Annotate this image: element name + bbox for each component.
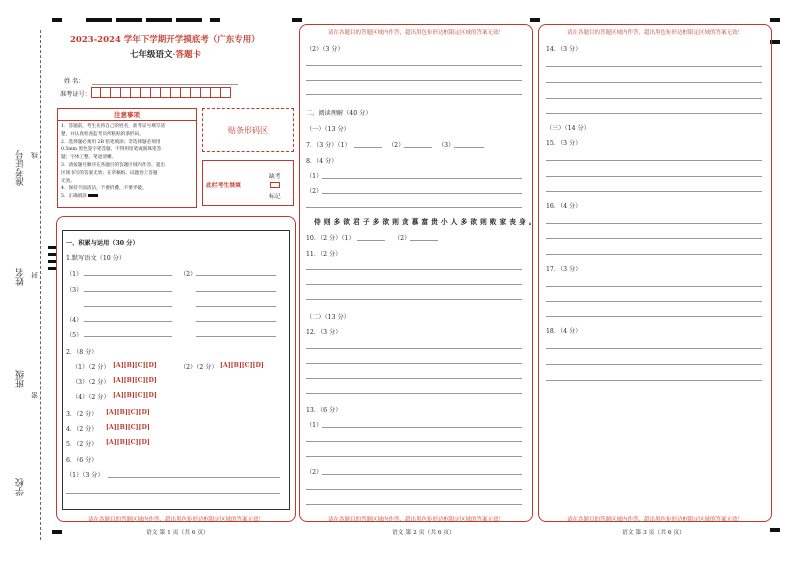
notice-item: 题；字体工整、笔迹清晰。 xyxy=(61,155,117,161)
answer-line[interactable] xyxy=(546,286,762,287)
side-label-name: 姓名 xyxy=(16,268,26,286)
timing-mark xyxy=(116,18,142,22)
answer-line[interactable] xyxy=(306,363,522,364)
page-footer-1: 语文 第 1 页（共 6 页） xyxy=(146,530,209,536)
q1-label: 1.默写语文（10 分） xyxy=(66,255,126,262)
q15-label: 15．（3 分） xyxy=(546,140,582,147)
absent-box xyxy=(202,160,294,206)
answer-line[interactable] xyxy=(66,493,280,494)
q13-2-label: （2） xyxy=(306,469,323,476)
answer-line[interactable] xyxy=(404,147,432,148)
timing-mark xyxy=(52,18,62,22)
q2-1-label: （1）（2 分） xyxy=(72,364,110,371)
blank-label: （3） xyxy=(66,287,83,294)
side-label-school: 学校 xyxy=(16,478,26,496)
answer-line[interactable] xyxy=(546,82,762,83)
section-title-2: 二、阅读理解（40 分） xyxy=(306,110,372,117)
page-footer-2: 语文 第 2 页（共 6 页） xyxy=(392,530,455,536)
blank-label: （2） xyxy=(180,271,197,278)
q14-label: 14．（3 分） xyxy=(546,46,582,53)
timing-mark xyxy=(48,267,56,270)
choice-options[interactable]: [A][B][C][D] xyxy=(106,424,150,431)
side-label-seal: 封 xyxy=(31,272,39,279)
answer-line[interactable] xyxy=(196,291,276,292)
page-footer-3: 语文 第 3 页（共 6 页） xyxy=(622,530,685,536)
barcode-area xyxy=(202,108,294,152)
answer-line[interactable] xyxy=(546,238,762,239)
answer-line[interactable] xyxy=(306,489,522,490)
q3-label: 3．（2 分） xyxy=(66,411,98,418)
name-label: 姓 名： xyxy=(64,78,85,85)
timing-mark xyxy=(48,253,56,256)
answer-panel-2 xyxy=(299,24,533,522)
absent-label-bottom: 标记 xyxy=(269,194,281,200)
notice-item: 3．请按题号顺序在各题目的答题区域内作答，超出 xyxy=(61,162,165,168)
timing-mark xyxy=(292,18,302,22)
answer-line[interactable] xyxy=(306,393,522,394)
side-label-exam-id: 准考证号 xyxy=(16,150,26,186)
answer-line[interactable] xyxy=(546,316,762,317)
answer-line[interactable] xyxy=(546,191,762,192)
notice-list xyxy=(58,121,196,203)
q8-label: 8．（4 分） xyxy=(306,158,338,165)
answer-line[interactable] xyxy=(454,147,484,148)
answer-line[interactable] xyxy=(546,66,762,67)
choice-options[interactable]: [A][B][C][D] xyxy=(113,362,157,369)
part-1-label: （一）（13 分） xyxy=(306,126,350,133)
answer-line[interactable] xyxy=(322,474,522,475)
answer-line[interactable] xyxy=(546,380,762,381)
choice-options[interactable]: [A][B][C][D] xyxy=(113,377,157,384)
answer-line[interactable] xyxy=(306,456,522,457)
notice-box xyxy=(57,108,197,208)
barcode-label: 贴条形码区 xyxy=(228,125,268,135)
answer-line[interactable] xyxy=(306,80,522,81)
answer-line[interactable] xyxy=(306,94,522,95)
area-notice-bottom: 请在各题目的答题区域内作答，超出黑色矩形边框限定区域的答案无效！ xyxy=(327,517,504,523)
page-title: 2023-2024 学年下学期开学摸底考（广东专用） xyxy=(70,35,260,45)
binding-line xyxy=(40,30,41,540)
answer-line[interactable] xyxy=(306,504,522,505)
notice-item: 楚，并认真检查监考员所粘贴的条形码。 xyxy=(61,131,144,137)
answer-line[interactable] xyxy=(196,336,276,337)
q10-label: 10．（2 分）（1） xyxy=(306,235,355,242)
answer-line[interactable] xyxy=(84,275,172,276)
p2-q-label: （2）（3 分） xyxy=(306,46,344,53)
subtitle-sep: · xyxy=(172,50,176,60)
side-label-class: 班级 xyxy=(16,370,26,388)
timing-mark xyxy=(86,18,112,22)
answer-line[interactable] xyxy=(322,427,522,428)
q5-label: 5．（2 分） xyxy=(66,441,98,448)
exam-id-label: 准考证号： xyxy=(60,91,91,98)
area-notice-bottom: 请在各题目的答题区域内作答，超出黑色矩形边框限定区域的答案无效！ xyxy=(87,517,264,523)
answer-line[interactable] xyxy=(196,306,276,307)
answer-line[interactable] xyxy=(546,254,762,255)
area-notice-top: 请在各题目的答题区域内作答，超出黑色矩形边框限定区域的答案无效！ xyxy=(327,30,504,36)
exam-id-boxes[interactable] xyxy=(91,87,231,98)
absent-left-label: 此栏考生禁填 xyxy=(206,183,241,189)
answer-line[interactable] xyxy=(546,223,762,224)
q17-label: 17．（3 分） xyxy=(546,266,582,273)
answer-line[interactable] xyxy=(84,321,172,322)
q2-label: 2．（8 分） xyxy=(66,349,98,356)
part-3-label: （三）（14 分） xyxy=(546,125,590,132)
timing-mark xyxy=(52,530,62,534)
q7-2-label: （2） xyxy=(388,142,405,149)
side-label-line: 线 xyxy=(31,152,39,159)
answer-line[interactable] xyxy=(546,301,762,302)
side-label-secret: 密 xyxy=(31,392,39,399)
absent-label-top: 缺考 xyxy=(269,174,281,180)
notice-item: 无效。 xyxy=(61,178,75,184)
q13-1-label: （1） xyxy=(306,422,323,429)
q7-3-label: （3） xyxy=(438,142,455,149)
area-notice-top: 请在各题目的答题区域内作答，超出黑色矩形边框限定区域的答案无效！ xyxy=(566,30,743,36)
answer-line[interactable] xyxy=(84,306,172,307)
timing-mark xyxy=(48,260,56,263)
timing-mark xyxy=(48,246,56,249)
q12-label: 12．（3 分） xyxy=(306,329,342,336)
answer-line[interactable] xyxy=(410,240,438,241)
answer-line[interactable] xyxy=(196,275,276,276)
q8-2-label: （2） xyxy=(306,188,323,195)
q16-label: 16．（4 分） xyxy=(546,203,582,210)
absent-checkbox[interactable] xyxy=(270,182,280,188)
timing-mark xyxy=(210,18,220,22)
answer-line[interactable] xyxy=(196,321,276,322)
answer-line[interactable] xyxy=(84,291,172,292)
answer-line[interactable] xyxy=(546,364,762,365)
blank-label: （1） xyxy=(66,271,83,278)
answer-line[interactable] xyxy=(322,178,522,179)
notice-item: 5．正确填涂 xyxy=(61,193,193,201)
timing-mark xyxy=(146,18,172,22)
section-title-1: 一、积累与运用（30 分） xyxy=(66,240,139,247)
notice-title: 注意事项 xyxy=(58,109,196,121)
answer-line[interactable] xyxy=(306,284,522,285)
q6-label: 6．（6 分） xyxy=(66,457,98,464)
answer-line[interactable] xyxy=(306,441,522,442)
q4-label: 4．（2 分） xyxy=(66,426,98,433)
answer-line[interactable] xyxy=(108,477,280,478)
part-2-label: （二）（13 分） xyxy=(306,314,350,321)
choice-options[interactable]: [A][B][C][D] xyxy=(106,409,150,416)
subtitle-card: 答题卡 xyxy=(175,50,201,60)
q8-1-label: （1） xyxy=(306,173,323,180)
q11-label: 11．（2 分） xyxy=(306,251,342,258)
answer-line[interactable] xyxy=(546,160,762,161)
answer-line[interactable] xyxy=(546,348,762,349)
answer-line[interactable] xyxy=(546,176,762,177)
answer-line[interactable] xyxy=(306,207,522,208)
q9-text: 侍 则 多 欲 君 子 多 欲 则 贪 慕 富 贵 小 人 多 欲 则 败 家 丧 身 。 xyxy=(314,218,536,226)
q10-2-label: （2） xyxy=(394,235,411,242)
q7-label: 7．（3 分）（1） xyxy=(306,142,351,149)
name-field[interactable] xyxy=(92,84,238,85)
answer-line[interactable] xyxy=(306,269,522,270)
q6-1-label: （1）（3 分） xyxy=(66,472,104,479)
answer-line[interactable] xyxy=(84,336,172,337)
answer-line[interactable] xyxy=(306,65,522,66)
timing-mark xyxy=(770,18,780,22)
notice-item: 1．答题前，考生先将自己的姓名，准考证号填写清 xyxy=(61,124,165,129)
blank-label: （4） xyxy=(66,317,83,324)
filled-sample-mark xyxy=(88,194,98,197)
answer-line[interactable] xyxy=(354,147,382,148)
answer-line[interactable] xyxy=(306,378,522,379)
choice-options[interactable]: [A][B][C][D] xyxy=(220,362,264,369)
timing-mark xyxy=(530,18,540,22)
timing-mark xyxy=(176,18,202,22)
q18-label: 18．（4 分） xyxy=(546,328,582,335)
answer-line[interactable] xyxy=(546,113,762,114)
answer-line[interactable] xyxy=(546,98,762,99)
q2-2-label: （2）（2 分） xyxy=(180,364,218,371)
subtitle-subject: 七年级语文 xyxy=(130,50,173,60)
q2-3-label: （3）（2 分） xyxy=(72,379,110,386)
answer-line[interactable] xyxy=(322,193,522,194)
notice-item: 区域书写的答案无效；在草稿纸、试题卷上答题 xyxy=(61,170,158,176)
answer-line[interactable] xyxy=(306,348,522,349)
area-notice-bottom: 请在各题目的答题区域内作答，超出黑色矩形边框限定区域的答案无效！ xyxy=(566,517,743,523)
q13-label: 13．（6 分） xyxy=(306,407,342,414)
blank-label: （5） xyxy=(66,332,83,339)
notice-item: 0.5mm 黑色签字笔答题，不得用铅笔或圆珠笔答 xyxy=(61,147,162,153)
notice-item: 4．保持卡面清洁，不要折叠、不要弄破。 xyxy=(61,186,147,192)
notice-item: 2．选择题必须用 2B 铅笔填涂；非选择题必须用 xyxy=(61,139,161,145)
timing-mark xyxy=(770,528,780,532)
page-subtitle xyxy=(130,48,201,60)
q2-4-label: （4）（2 分） xyxy=(72,394,110,401)
answer-line[interactable] xyxy=(357,240,385,241)
choice-options[interactable]: [A][B][C][D] xyxy=(106,439,150,446)
answer-line[interactable] xyxy=(306,299,522,300)
choice-options[interactable]: [A][B][C][D] xyxy=(113,392,157,399)
